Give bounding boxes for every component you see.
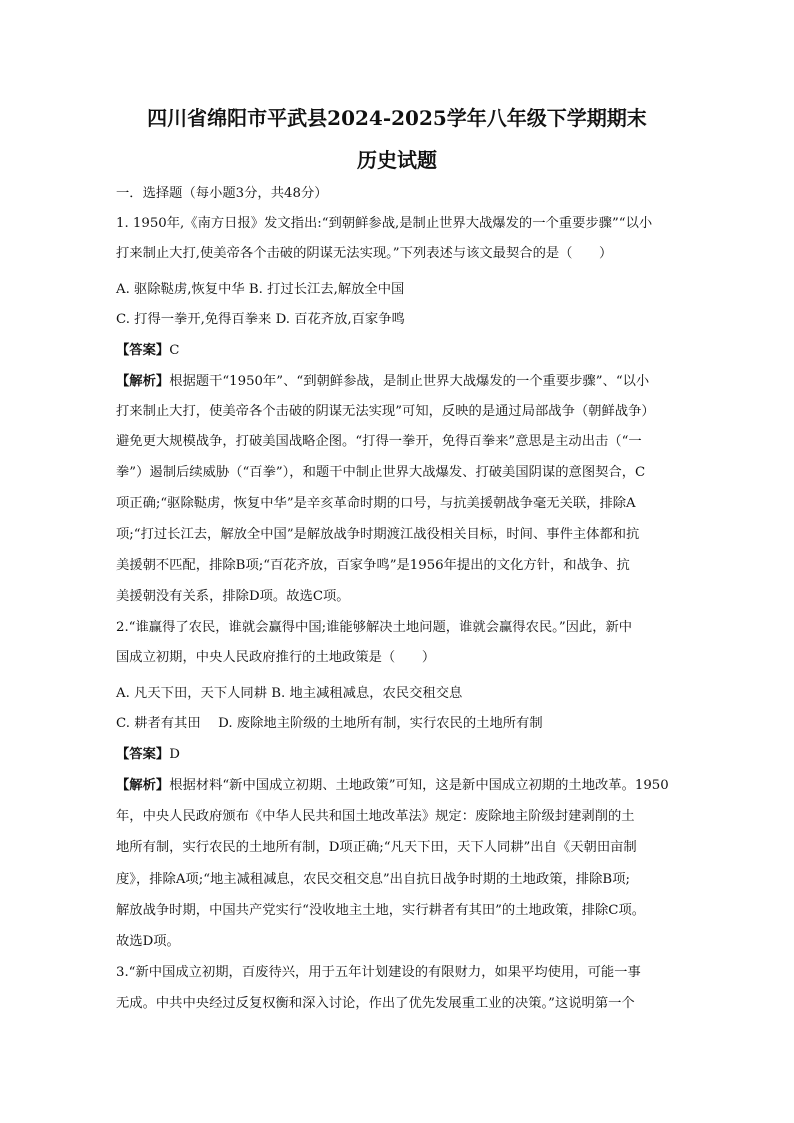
analysis-text: 根据题干“1950年”、“到朝鲜参战，是制止世界大战爆发的一个重要步骤”、“以小	[169, 374, 650, 389]
question-2-analysis-line	[116, 777, 682, 795]
question-1-analysis-line: 美援朝没有关系，排除D项。故选C项。	[116, 589, 350, 604]
question-1-analysis-line: 美援朝不匹配，排除B项;“百花齐放，百家争鸣”是1956年提出的文化方针，和战争、抗	[116, 558, 630, 573]
question-2-stem-line: 2.“谁赢得了农民，谁就会赢得中国;谁能够解决土地问题，谁就会赢得农民。”因此，新中	[116, 620, 633, 635]
answer-label: 【答案】	[116, 747, 170, 762]
question-3-stem-line: 无成。中共中央经过反复权衡和深入讨论，作出了优先发展重工业的决策。”这说明第一个	[116, 996, 635, 1011]
section-heading: 一．选择题（每小题3分，共48分）	[116, 186, 328, 201]
analysis-label: 【解析】	[116, 374, 170, 389]
question-1-stem-line: 1. 1950年,《南方日报》发文指出:“到朝鲜参战,是制止世界大战爆发的一个重要步骤”“以小	[116, 216, 653, 231]
question-1-answer	[116, 342, 682, 360]
answer-label: 【答案】	[116, 343, 170, 358]
analysis-text: 根据材料“新中国成立初期、土地政策”可知，这是新中国成立初期的土地改革。1950	[169, 778, 669, 793]
question-2-analysis-line: 地所有制，实行农民的土地所有制，D项正确;“凡天下田，天下人同耕”出自《天朝田亩制	[116, 840, 637, 855]
question-2-analysis-line: 解放战争时期，中国共产党实行“没收地主土地，实行耕者有其田”的土地政策，排除C项。	[116, 903, 646, 918]
question-2-analysis-line: 年，中央人民政府颁布《中华人民共和国土地改革法》规定：废除地主阶级封建剥削的土	[116, 809, 635, 824]
question-2-analysis-line: 度》，排除A项;“地主减租减息，农民交租交息”出自抗日战争时期的土地政策，排除B项;	[116, 872, 630, 887]
question-1-analysis-line: 项正确;“驱除鞑虏，恢复中华”是辛亥革命时期的口号，与抗美援朝战争毫无关联，排除A	[116, 496, 636, 511]
question-1-analysis-line: 拳”）遏制后续威胁（“百拳”），和题干中制止世界大战爆发、打破美国阴谋的意图契合，C	[116, 465, 646, 480]
question-2-analysis-line: 故选D项。	[116, 934, 180, 949]
document-subtitle: 历史试题	[357, 148, 437, 172]
answer-value: C	[169, 343, 180, 358]
question-1-analysis-line: 避免更大规模战争，打破美国战略企图。“打得一拳开，免得百拳来”意思是主动出击（“一	[116, 434, 642, 449]
question-1-analysis-line	[116, 373, 682, 391]
answer-value: D	[169, 747, 180, 762]
question-2-option-line: A. 凡天下田，天下人同耕 B. 地主减租减息，农民交租交息	[116, 686, 463, 701]
question-2-answer	[116, 746, 682, 764]
question-3-stem-line: 3.“新中国成立初期，百废待兴，用于五年计划建设的有限财力，如果平均使用，可能一事	[116, 965, 641, 980]
question-2-option-line: C. 耕者有其田 D. 废除地主阶级的土地所有制，实行农民的土地所有制	[116, 716, 543, 731]
document-title: 四川省绵阳市平武县2024-2025学年八年级下学期期末	[147, 106, 647, 130]
question-2-stem-line: 国成立初期，中央人民政府推行的土地政策是（ ）	[116, 650, 436, 665]
question-1-stem-line: 打来制止大打,使美帝各个击破的阴谋无法实现。”下列表述与该文最契合的是（ ）	[116, 246, 613, 261]
question-1-analysis-line: 打来制止大打，使美帝各个击破的阴谋无法实现”可知，反映的是通过局部战争（朝鲜战争）	[116, 404, 655, 419]
question-1-option-line: C. 打得一拳开,免得百拳来 D. 百花齐放,百家争鸣	[116, 312, 405, 327]
question-1-option-line: A. 驱除鞑虏,恢复中华 B. 打过长江去,解放全中国	[116, 282, 405, 297]
analysis-label: 【解析】	[116, 778, 170, 793]
question-1-analysis-line: 项;“打过长江去，解放全中国”是解放战争时期渡江战役相关目标，时间、事件主体都和抗	[116, 527, 640, 542]
